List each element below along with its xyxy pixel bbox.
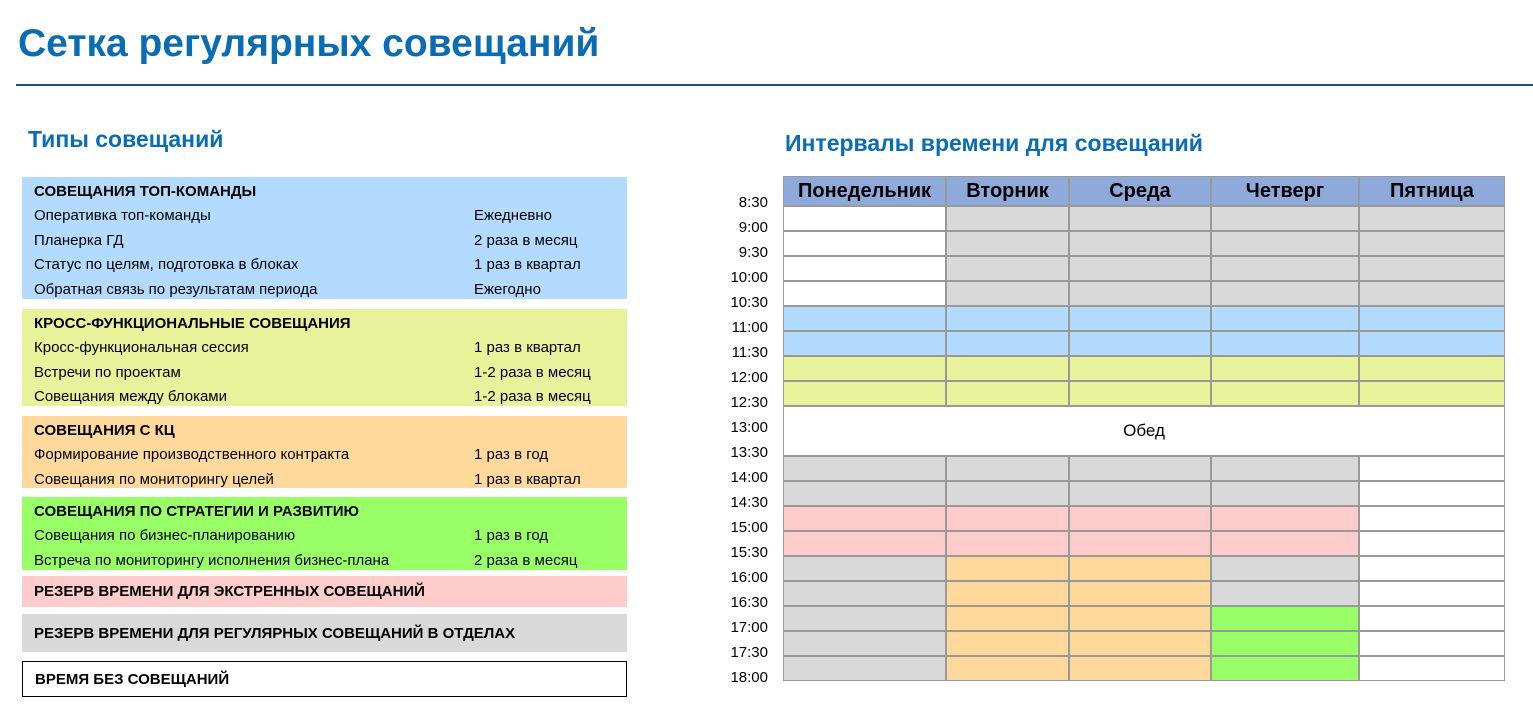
time-slot — [783, 331, 946, 356]
time-slot — [1069, 481, 1211, 506]
time-slot — [783, 356, 946, 381]
legend-row — [34, 549, 615, 574]
time-label: 13:00 — [730, 419, 768, 436]
time-slot — [1359, 381, 1505, 406]
legend-row — [34, 336, 615, 361]
time-slot — [1211, 556, 1359, 581]
meeting-name: Оперативка топ-команды — [34, 207, 211, 224]
time-slot — [946, 306, 1069, 331]
time-slot — [783, 456, 946, 481]
time-label: 17:30 — [730, 644, 768, 661]
meeting-types-title: Типы совещаний — [28, 126, 224, 152]
legend-heading: ВРЕМЯ БЕЗ СОВЕЩАНИЙ — [35, 670, 230, 688]
time-label: 9:00 — [738, 219, 768, 236]
time-slot — [1359, 631, 1505, 656]
time-slot — [946, 606, 1069, 631]
time-slot — [1069, 306, 1211, 331]
legend-heading: РЕЗЕРВ ВРЕМЕНИ ДЛЯ РЕГУЛЯРНЫХ СОВЕЩАНИЙ В ОТДЕЛАХ — [34, 624, 516, 642]
time-slot — [1359, 356, 1505, 381]
time-slot — [1359, 331, 1505, 356]
lunch-block: Обед — [783, 406, 1505, 456]
time-slot — [783, 256, 946, 281]
meeting-name: Обратная связь по результатам периода — [34, 280, 318, 298]
legend-row — [34, 524, 615, 549]
time-label: 12:30 — [730, 394, 768, 411]
day-header: Понедельник — [783, 176, 946, 206]
time-label: 18:00 — [730, 669, 768, 686]
legend-row — [34, 443, 615, 468]
time-slot — [946, 206, 1069, 231]
time-slot — [783, 381, 946, 406]
schedule-grid — [783, 176, 1505, 680]
legend-heading: СОВЕЩАНИЯ ТОП-КОМАНДЫ — [34, 183, 257, 200]
time-slot — [1069, 356, 1211, 381]
legend-row — [34, 468, 615, 493]
time-slot — [1359, 606, 1505, 631]
time-slot — [1211, 331, 1359, 356]
time-slot — [783, 306, 946, 331]
day-header: Среда — [1069, 176, 1211, 206]
meeting-name: Кросс-функциональная сессия — [34, 339, 249, 356]
time-slot — [1359, 656, 1505, 681]
time-slot — [1359, 256, 1505, 281]
time-slot — [1211, 531, 1359, 556]
time-slot — [1069, 381, 1211, 406]
time-slot — [946, 281, 1069, 306]
time-slot — [1069, 606, 1211, 631]
time-intervals-title: Интервалы времени для совещаний — [785, 130, 1203, 156]
time-slot — [783, 606, 946, 631]
day-header: Четверг — [1211, 176, 1359, 206]
legend-heading: РЕЗЕРВ ВРЕМЕНИ ДЛЯ ЭКСТРЕННЫХ СОВЕЩАНИЙ — [34, 583, 425, 600]
time-slot — [946, 481, 1069, 506]
legend-row — [34, 229, 615, 254]
time-slot — [946, 631, 1069, 656]
time-label: 14:30 — [730, 494, 768, 511]
time-slot — [1211, 481, 1359, 506]
legend-block-top-team — [22, 177, 627, 299]
time-slot — [946, 456, 1069, 481]
time-slot — [783, 206, 946, 231]
time-slot — [783, 531, 946, 556]
meeting-name: Совещания по бизнес-планированию — [34, 527, 296, 544]
time-slot — [946, 656, 1069, 681]
time-slot — [783, 506, 946, 531]
time-slot — [1211, 356, 1359, 381]
meeting-name: Статус по целям, подготовка в блоках — [34, 256, 299, 273]
legend-row — [34, 361, 615, 386]
meeting-frequency: 1 раз в год — [474, 527, 549, 544]
time-slot — [1359, 556, 1505, 581]
time-slot — [946, 531, 1069, 556]
legend-block-emergency-reserve — [22, 576, 627, 607]
time-slot — [946, 381, 1069, 406]
time-slot — [1211, 606, 1359, 631]
legend-row — [34, 385, 615, 410]
time-slot — [1069, 556, 1211, 581]
time-slot — [783, 231, 946, 256]
time-slot — [1211, 256, 1359, 281]
time-label: 8:30 — [738, 194, 768, 211]
time-slot — [1069, 506, 1211, 531]
time-slot — [1069, 581, 1211, 606]
time-slot — [1069, 206, 1211, 231]
time-slot — [1069, 231, 1211, 256]
time-slot — [1211, 506, 1359, 531]
time-slot — [1211, 581, 1359, 606]
meeting-frequency: 1 раз в квартал — [474, 256, 581, 273]
time-slot — [1069, 631, 1211, 656]
time-slot — [1211, 381, 1359, 406]
time-slot — [946, 581, 1069, 606]
time-slot — [1069, 531, 1211, 556]
meeting-name: Планерка ГД — [34, 231, 124, 249]
meeting-frequency: 1 раз в квартал — [474, 339, 581, 356]
time-slot — [946, 231, 1069, 256]
time-slot — [946, 356, 1069, 381]
meeting-frequency: 1-2 раза в месяц — [474, 363, 591, 381]
meeting-name: Формирование производственного контракта — [34, 446, 350, 463]
legend-block-kc — [22, 416, 627, 488]
time-label: 10:30 — [730, 294, 768, 311]
legend-block-cross-functional — [22, 309, 627, 406]
time-slot — [1359, 531, 1505, 556]
meeting-frequency: 1 раз в год — [474, 446, 549, 463]
time-slot — [1211, 231, 1359, 256]
time-label: 16:30 — [730, 594, 768, 611]
time-label: 11:00 — [731, 319, 768, 336]
legend-block-department-reserve — [22, 614, 627, 652]
meeting-frequency: Ежегодно — [474, 280, 541, 298]
time-label: 17:00 — [730, 619, 768, 636]
legend-block-strategy — [22, 497, 627, 570]
time-slot — [1359, 456, 1505, 481]
time-slot — [1359, 581, 1505, 606]
time-label: 15:30 — [730, 544, 768, 561]
legend-row — [34, 278, 615, 303]
meeting-name: Совещания между блоками — [34, 388, 228, 405]
legend-heading: СОВЕЩАНИЯ С КЦ — [34, 422, 175, 439]
meeting-name: Встречи по проектам — [34, 363, 181, 381]
legend-heading: СОВЕЩАНИЯ ПО СТРАТЕГИИ И РАЗВИТИЮ — [34, 503, 359, 520]
meeting-frequency: 1-2 раза в месяц — [474, 388, 591, 405]
page-title: Сетка регулярных совещаний — [18, 22, 600, 65]
time-slot — [1359, 506, 1505, 531]
meeting-name: Встреча по мониторингу исполнения бизнес-плана — [34, 551, 390, 569]
time-slot — [783, 581, 946, 606]
legend-row — [34, 204, 615, 229]
time-label: 11:30 — [731, 344, 768, 361]
time-slot — [1069, 456, 1211, 481]
meeting-frequency: Ежедневно — [474, 207, 553, 224]
time-label: 12:00 — [730, 369, 768, 386]
time-slot — [1359, 306, 1505, 331]
title-divider — [16, 84, 1533, 86]
time-label: 10:00 — [730, 269, 768, 286]
time-slot — [783, 631, 946, 656]
meeting-frequency: 2 раза в месяц — [474, 231, 578, 249]
time-label: 14:00 — [730, 469, 768, 486]
time-slot — [1211, 656, 1359, 681]
time-label: 15:00 — [730, 519, 768, 536]
legend-row — [34, 253, 615, 278]
time-label: 9:30 — [738, 244, 768, 261]
day-header: Пятница — [1359, 176, 1505, 206]
time-slot — [783, 281, 946, 306]
time-slot — [946, 556, 1069, 581]
meeting-frequency: 1 раз в квартал — [474, 470, 581, 488]
time-slot — [1359, 206, 1505, 231]
time-slot — [1069, 331, 1211, 356]
time-slot — [783, 481, 946, 506]
time-label: 13:30 — [730, 444, 768, 461]
meeting-frequency: 2 раза в месяц — [474, 551, 578, 569]
time-slot — [1359, 231, 1505, 256]
time-slot — [1211, 456, 1359, 481]
time-slot — [783, 656, 946, 681]
time-slot — [1211, 281, 1359, 306]
time-slot — [1359, 481, 1505, 506]
time-slot — [946, 331, 1069, 356]
legend-block-no-meetings — [22, 661, 627, 697]
time-slot — [1069, 281, 1211, 306]
meeting-name: Совещания по мониторингу целей — [34, 470, 274, 488]
time-slot — [1211, 206, 1359, 231]
time-slot — [1359, 281, 1505, 306]
time-slot — [946, 506, 1069, 531]
legend-heading: КРОСС-ФУНКЦИОНАЛЬНЫЕ СОВЕЩАНИЯ — [34, 315, 351, 332]
time-slot — [1069, 656, 1211, 681]
time-slot — [1211, 306, 1359, 331]
time-slot — [1211, 631, 1359, 656]
time-label: 16:00 — [730, 569, 768, 586]
day-header: Вторник — [946, 176, 1069, 206]
time-slot — [783, 556, 946, 581]
time-slot — [1069, 256, 1211, 281]
time-slot — [946, 256, 1069, 281]
